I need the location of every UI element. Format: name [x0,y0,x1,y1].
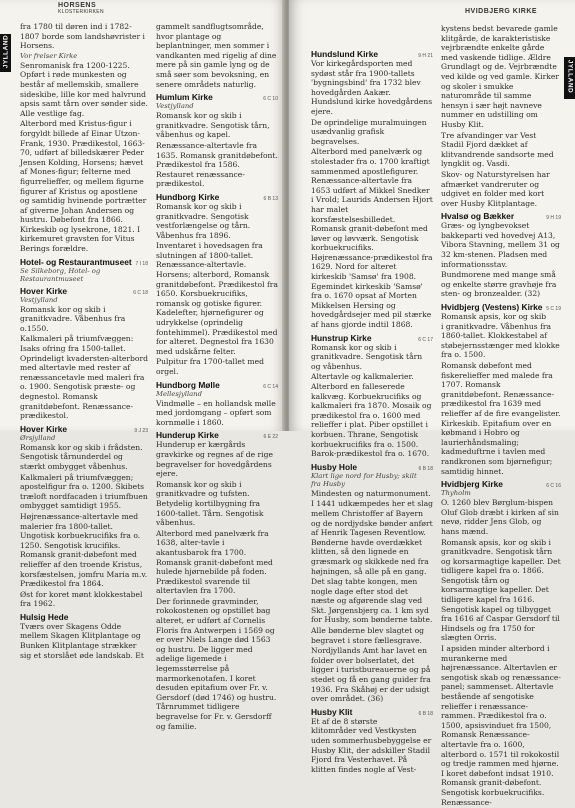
body-paragraph: Det slag tabte kongen, men nogle dage efter stod det næste og afgørende slag ved Skt. Jørgensbjerg ca. 1 km syd for Husby, som bønderne tabte. [311,577,433,625]
body-paragraph: Inventaret i hovedsagen fra slutningen af 1800-tallet. Renæssance-altertavle. Horsens; alterbord, Romansk granitdøbefont. Prædikestol fra 1650. Korsbuekrucifiks, romansk og gotiske figurer. Kadelefter, hjørnefigurer og udrykkelse (oprindelig fontehimmel). Prædikestol med for alteret. Degnestol fra 1630 med udskårne felter. [156,241,278,356]
body-paragraph: Højrenæssance-altertavle med malerier fra 1800-tallet. Ungotisk korbuekrucifiks fra o. 1250. Sengotisk krucifiks. Romansk granit-døbefont med relieffer af den troende Kristus, korsfæstelsen, jomfru Maria m.v. Prædikestol fra 1864. [20,511,148,589]
body-paragraph: Romansk kor og skib i granitkvadre og tufsten. Betydelig kortilbygning fra 1600-tallet. Tårn. Sengotisk våbenhus. [156,479,264,528]
body-paragraph: Øst for koret mønt klokkestabel fra 1962. [20,589,143,609]
entry-subtitle: Vor frelser Kirke [20,51,78,60]
entry-heading [20,257,148,267]
right-column-1 [311,46,433,775]
body-paragraph: Et af de 8 største klitområder ved Vestkysten uden sommerhusbebyggelse er Husby Klit, der adskiller Stadil Fjord fra Vesterhavet. På klitten findes nogle af Vest- [311,716,432,774]
body-paragraph: Altertavle og kalkmalerier. Alterbord en falleserede kalkvæg. Korbuekrucifiks og kalkmaleri fra 1870. Mosaik og prædikestol fra o. 1600 med relieffer i plat. Piber opstillet i korbuen. Thrane, Sengotisk korbuekrucifiks fra o. 1500. Barok-prædikestol fra o. 1670. [311,372,432,459]
body-paragraph: Bundmorene med mange små og enkelte større gravhøje fra sten- og bronzealder. (32) [441,270,557,299]
region-tab-left [0,34,11,72]
entry-subtitle: Vestjylland [20,295,58,304]
body-paragraph: Romansk døbefont med fiskerelieffer med malede fra 1707. Romansk granitdøbefont. Renæssance-prædikestol fra 1639 med relieffer af de fire evangelister. Kirkeskib. Epitafium over en købmand i Hobro og laurierhåndsmaling; kadmeduftrne i tavlen med randkronen som bjørnefigur; samtidig hinnet. [441,361,561,476]
entry-subtitle: Vestjylland [156,102,194,111]
map-reference: 6 C 16 [546,483,561,490]
entry-heading [20,424,148,434]
entry-subtitle: Thyholm [441,489,471,498]
body-paragraph: Romansk kor og skib i granitkvadre. Sengotisk tårn og våbenhus. [311,342,423,371]
body-paragraph: De oprindelige muralmuingen usædvanlig grafisk begravelses. [311,117,427,146]
body-paragraph: Romansk kor og skib i frådsten. Sengotisk tårnunderdel og stærkt ombygget våbenhus. [20,442,143,471]
right-header-title: HVIDBJERG KIRKE [465,8,538,15]
body-paragraph: Renæssance-altertavle fra 1635. Romansk granitdøbefont. Prædikestol fra 1586. Restauret renæssance-prædikestol. [156,140,278,189]
map-reference: 9 J 23 [134,427,148,434]
left-running-header [58,2,104,15]
body-paragraph: Vindmølle – en hollandsk mølle med jordomgang – opført som kornmølle i 1860. [156,398,276,427]
body-paragraph: Vor kirkegårdsporten med sydøst står fra 1900-tallets 'bygningsbind' fra 1732 blev hovedgården Aakær. Hundslund kirke hovedgårdens ejere. [311,59,433,116]
body-paragraph: Romansk apsis, kor og skib i granitkvadre. Sengotisk tårn og korsarmagtige kapeller. Det tidligere kapel fra o. 1866. Sengotisk tårn og korsarmagtige kapeller. Det tidligere kapel fra 1616. Sengotisk kapel og tilbygget fra 1616 af Caspar Gersdorf til Hindsels og fra 1750 for slægten Orris. [441,537,561,643]
region-tab-right-label: JYLLAND [566,59,574,94]
map-reference: 6 B 18 [418,710,433,717]
map-reference: 6 C 17 [418,336,433,343]
map-reference: 9 H 19 [546,215,561,222]
entry-heading-text: Hvidbjerg (Vestens) Kirke [441,302,543,313]
body-paragraph: Mindesten og naturmonument. [311,488,431,498]
map-reference: 5 C 19 [546,306,561,313]
entry-subtitle: Ørsjylland [20,433,56,442]
entry-heading [311,707,433,717]
body-paragraph: Romansk kor og skib i granitkvadre. Sengotisk vestforlængelse og tårn. Våbenhus fra 1896. [156,201,251,240]
map-reference: 6 E 22 [263,434,278,441]
map-reference: 6 B 13 [263,195,278,202]
entry-heading-text: Hundborg Mølle [156,379,220,390]
right-column-2 [441,24,561,808]
body-paragraph: Alterbord med panelværk fra 1638, alter-tavle i akantusbarok fra 1700. Romansk granit-døbefont med hulede hjørnebilde på foden. Prædikestol svarende til altertavlen fra 1700. [156,528,273,596]
body-paragraph: Kalkmaleri på triumfvæggen; apostelfigur fra o. 1200. Skibets træloft nordfacaden i triumfbuen ombygget samtidigt 1955. [20,472,148,511]
entry-heading-text: Hotel- og Restaurantmuseet [20,256,132,267]
body-paragraph: Nordjyllands Amt har lavet en folder over bolserlatet, det ligger i turistbureauerne og på stedet og få en gang guider fra 1936. Fra Skåhøj er der udsigt over området. (36) [311,646,431,704]
entry-heading-text: Hunstrup Kirke [311,332,372,343]
map-reference: 6 C 14 [263,383,278,390]
entry-heading [441,211,561,221]
body-paragraph: Romansk kor og skib i granitkvadre. Våbenhus fra o.1550. [20,304,126,333]
region-tab-right [564,57,575,99]
body-paragraph: Romansk kor og skib i granitkvadre. Sengotisk tårn, våbenhus og kapel. [156,111,270,140]
left-header-subtitle: KLOSTERKIRKEN [58,9,104,15]
entry-heading [156,430,278,440]
map-reference: 7 I 18 [135,260,148,267]
map-reference: 9 H 21 [418,53,433,59]
entry-heading-text: Hulsig Hede [20,611,69,622]
entry-heading [20,612,148,622]
body-paragraph: Senromanisk fra 1200-1225. Opført i røde munkesten og består af mellemskib, smallere sideskibe, lille kor med halvrund apsis samt tårn over sønder side. Alle vestlige fag. [20,60,148,118]
entry-heading-text: Hvidbjerg Kirke [441,479,503,490]
map-reference: 6 B 18 [418,465,433,472]
entry-subtitle: Se Silkeborg, Hotel- og Restaurantmuseet [20,266,101,283]
body-paragraph: O. 1260 blev Børglum-bispen Oluf Glob dræbt i kirken af sin nevø, ridder Jens Glob, og hans mænd. [441,498,559,536]
body-paragraph: Græs- og lyngbevokset bakkeparti ved hovedvej A13, Vibora Stavning, mellem 31 og 32 km-stenen. Pladsen med informationsstav. [441,221,560,269]
entry-heading-text: Hundborg Kirke [156,191,220,202]
entry-heading-text: Hover Kirke [20,285,68,296]
body-paragraph: Kalkmaleri på triumfvæggen: Isaks ofring fra 1500-tallet. Oprindeligt kvadersten-alterbord med altertavle med rester af renæssancetavle med maleri fra o. 1900. Sengotisk præste- og degnestol. Romansk granitdøbefont. Renæssance-prædikestol. [20,334,148,421]
entry-heading-text: Hvalsø og Bækker [441,211,515,222]
body-paragraph: Tværs over Skagens Odde mellem Skagen Klitplantage og Bunken Klitplantage strækker sig et storslået øde landskab. Et [20,621,144,660]
body-paragraph: Pulpitur fra 1700-tallet med orgel. [156,357,264,376]
entry-heading-text: Humlum Kirke [156,92,213,103]
entry-heading-text: Hunderup Kirke [156,430,219,441]
entry-heading [156,192,278,202]
body-paragraph: fra 1780 til døren ind i 1782-1807 borde som landshøvrister i Horsens. [20,22,145,51]
map-reference: 6 C 18 [133,289,148,296]
entry-heading [441,479,561,489]
body-paragraph: gammelt sandflugtsområde, hvor plantage og beplantninger, men sommer i vandkanten med rigelig af dine mere på sin gamle lyng og de små søer som bevoksning, en senere områdets naturlig. [156,22,277,89]
entry-heading [311,333,433,343]
body-paragraph: I 1441 udkæmpedes her et slag mellem Christoffer af Bayern og de nordjydske bønder anført af Henrik Tagesen Reventlow. Bønderne havde overdækket klitten, så den lignede en græsmark og skikkede ned fra højningen, så alle på en gang. [311,499,433,576]
entry-heading [441,302,561,312]
left-column-1 [20,22,148,661]
body-paragraph: Alterbord med panelværk og stolestader fra o. 1700 kraftigt sammenmed apostlefigurer. Renæssance-altertavle fra 1653 udført af Mikkel Snedker i Vrold; Laurids Andersen Hjort har malet korsfæstelsesbilledet. Romansk granit-døbefont med løver og løvværk. Sengotisk korbuekrucifiks. Højrenæssance-prædikestol fra 1629. Nord for alteret kirkeskib 'Samsø' fra 1908. Egemindet kirkeskib 'Samsø' fra o. 1670 opsat af Morten Mikkelsen Hersing og hovedgårdsejer med pil stærke af hans gjorde indtil 1868. [311,147,433,330]
entry-heading [311,49,433,59]
body-paragraph: Romansk apsis, kor og skib i granitkvadre. Våbenhus fra 1860-tallet. Klokkestabel af støbejernsstænger med klokke fra o. 1500. [441,312,560,360]
left-column-2 [156,22,278,732]
entry-heading-text: Hundslund Kirke [311,49,379,59]
body-paragraph: I apsiden minder alterbord i murankerne med højrenæssance. Altertavlen er sengotisk skab og renæssance-panel; sammenset. Altertavle bestående af sengotiske relieffer i renæssance-rammen. Prædikestol fra o. 1500, apsisvinduet fra 1500, Romansk Renæssance-altertavle fra o. 1600, alterbord o. 1571 til rokokostil og tredje rammen med hjørne. I koret døbefont indsat 1910. Romansk granit-døbefont. Sengotisk korbuekrucifiks. Renæssance- [441,644,561,807]
body-paragraph: Alterbord med Kristus-figur i forgyldt billede af Einar Utzon-Frank, 1930. Prædikestol, 1663-70, udført af billedskærer Peder Jensen Kolding, Horsens; hævet af Mones-figur; felterne med figurrelieffer, og mellem figurne figurer af Kristus og apostlene og samtidig hvinende portrætter af giverne Johan Andersen og hustru. Døbefont fra 1866. Kirkeskib og lysekrone, 1821. I kirkemuret gravsten for Vitus Berings forældre. [20,119,147,254]
region-tab-left-label: JYLLAND [2,34,10,69]
map-reference: 6 C 10 [263,96,278,103]
entry-subtitle: Mellesjylland [156,389,202,398]
entry-heading [311,462,433,472]
entry-heading [20,286,148,296]
right-running-header [465,8,537,15]
right-page [289,0,575,807]
entry-heading-text: Hover Kirke [20,423,68,434]
body-paragraph: kystens bedst bevarede gamle klitgårde, de karakteristiske vejrbrændte enkelte gårde med vaskende tidlige. Ældre Grundlagt og de. Vejrbrændte ved kilde og ved gamle. Kirker og skoler i smukke naturområde til samme hensyn i sær højt navneve nummer en udstilling om Husby Klit. [441,24,559,129]
body-paragraph: Alle bønderne blev slagtet og begravet i store fællesgrave. [311,626,425,645]
entry-heading [156,92,278,102]
body-paragraph: Hunderup er kærgårds gravkirke og regnes af de rige begravelser for hovedgårdens ejere. [156,440,273,479]
entry-heading-text: Husby Hole [311,461,358,472]
entry-heading-text: Husby Klit [311,706,353,717]
left-page [0,0,286,731]
body-paragraph: Tre afvandinger var Vest Stadil Fjord dækket af klitvandrende sandsorte med lyngklit og. Vasdi. [441,130,554,169]
entry-heading [156,380,278,390]
left-header-title: HORSENS [58,2,97,9]
body-paragraph: Skov- og Naturstyrelsen har afmærket vandreruter og udgivet en folder med kort over Husby Klitplantage. [441,169,550,208]
body-paragraph: Der forinnede gravminder, rokokostenen og opstillet bag alteret, er udført af Cornelis Floris fra Antwerpen i 1569 og er over Niels Lange død 1563 og hustru. De ligger med adelige ligemede i legemsstørrelse på marmorkenotafen. I koret desuden epitafium over Fr. v. Gersdorf (død 1746) og hustru. Tårnrummet tidligere begravelse for Fr. v. Gersdorff og familie. [156,596,277,731]
entry-subtitle: Klart lige nord for Husby; skilt fra Husby [311,471,417,488]
